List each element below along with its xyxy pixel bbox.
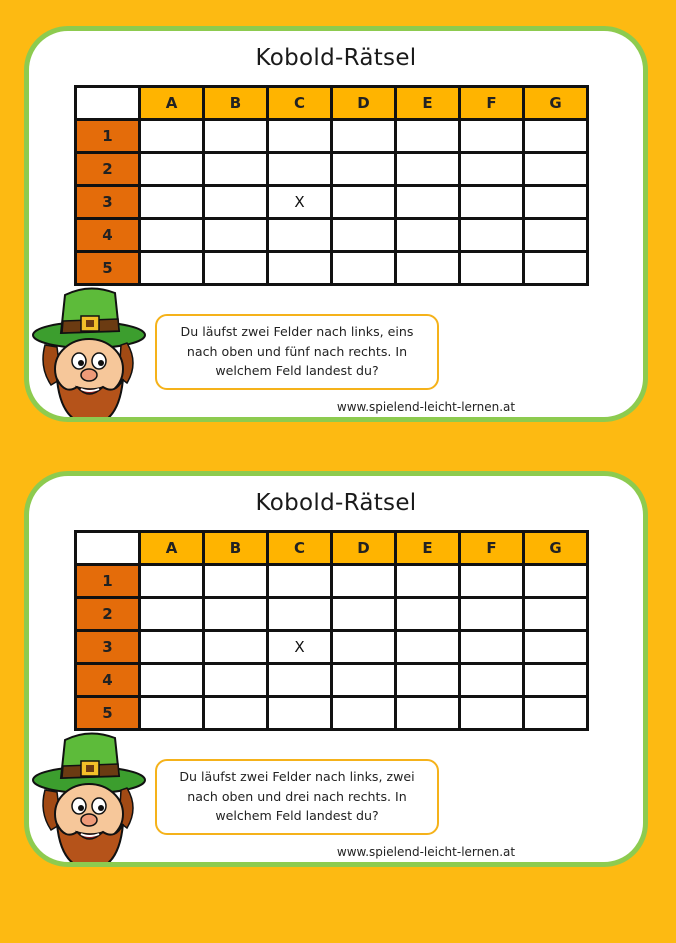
grid-cell bbox=[140, 252, 204, 285]
grid-cell bbox=[396, 598, 460, 631]
grid-cell bbox=[524, 631, 588, 664]
column-header-e: E bbox=[396, 532, 460, 565]
grid-cell bbox=[332, 120, 396, 153]
grid-cell bbox=[396, 186, 460, 219]
grid-cell bbox=[332, 598, 396, 631]
column-header-g: G bbox=[524, 87, 588, 120]
grid-cell bbox=[460, 697, 524, 730]
riddle-line: welchem Feld landest du? bbox=[215, 363, 379, 378]
grid-cell bbox=[460, 664, 524, 697]
grid-cell bbox=[140, 697, 204, 730]
riddle-line: Du läufst zwei Felder nach links, eins bbox=[180, 324, 414, 339]
grid-cell bbox=[332, 565, 396, 598]
grid-corner bbox=[76, 87, 140, 120]
column-header-d: D bbox=[332, 532, 396, 565]
grid-cell bbox=[140, 631, 204, 664]
row-header-5: 5 bbox=[76, 697, 140, 730]
column-header-c: C bbox=[268, 87, 332, 120]
grid-cell bbox=[460, 219, 524, 252]
row-header-5: 5 bbox=[76, 252, 140, 285]
row-header-2: 2 bbox=[76, 598, 140, 631]
puzzle-card-2 bbox=[24, 471, 648, 867]
grid-cell bbox=[524, 219, 588, 252]
column-header-f: F bbox=[460, 87, 524, 120]
row-header-4: 4 bbox=[76, 219, 140, 252]
grid-cell bbox=[204, 219, 268, 252]
row-header-4: 4 bbox=[76, 664, 140, 697]
grid-cell bbox=[460, 186, 524, 219]
website-link[interactable]: www.spielend-leicht-lernen.at bbox=[336, 400, 516, 414]
grid-cell bbox=[332, 219, 396, 252]
grid-cell bbox=[140, 664, 204, 697]
grid-cell bbox=[268, 219, 332, 252]
column-header-g: G bbox=[524, 532, 588, 565]
grid-cell bbox=[140, 153, 204, 186]
grid-cell bbox=[460, 252, 524, 285]
puzzle-grid bbox=[74, 85, 589, 286]
column-header-b: B bbox=[204, 532, 268, 565]
column-header-f: F bbox=[460, 532, 524, 565]
riddle-line: nach oben und drei nach rechts. In bbox=[187, 788, 407, 804]
grid-cell bbox=[332, 153, 396, 186]
grid-cell bbox=[524, 186, 588, 219]
riddle-line: welchem Feld landest du? bbox=[215, 808, 379, 823]
grid-cell bbox=[332, 252, 396, 285]
grid-cell bbox=[396, 697, 460, 730]
grid-cell bbox=[204, 664, 268, 697]
grid-cell bbox=[204, 120, 268, 153]
column-header-d: D bbox=[332, 87, 396, 120]
grid-cell bbox=[524, 697, 588, 730]
grid-cell bbox=[396, 120, 460, 153]
grid-cell bbox=[396, 252, 460, 285]
grid-cell bbox=[268, 565, 332, 598]
grid-cell bbox=[140, 120, 204, 153]
row-header-3: 3 bbox=[76, 186, 140, 219]
grid-cell bbox=[524, 252, 588, 285]
grid-cell bbox=[204, 631, 268, 664]
grid-cell bbox=[204, 565, 268, 598]
row-header-1: 1 bbox=[76, 565, 140, 598]
card-title: Kobold-Rätsel bbox=[255, 490, 417, 516]
grid-cell bbox=[460, 598, 524, 631]
start-mark-cell: X bbox=[268, 186, 332, 219]
riddle-text-box bbox=[155, 314, 439, 390]
riddle-line: Du läufst zwei Felder nach links, zwei bbox=[179, 769, 415, 784]
grid-cell bbox=[460, 153, 524, 186]
grid-cell bbox=[268, 120, 332, 153]
grid-corner bbox=[76, 532, 140, 565]
grid-cell bbox=[524, 565, 588, 598]
row-header-3: 3 bbox=[76, 631, 140, 664]
website-link[interactable]: www.spielend-leicht-lernen.at bbox=[336, 845, 516, 859]
grid-cell bbox=[460, 631, 524, 664]
grid-cell bbox=[396, 219, 460, 252]
grid-cell bbox=[460, 565, 524, 598]
riddle-line: nach oben und fünf nach rechts. In bbox=[186, 343, 408, 359]
grid-cell bbox=[204, 598, 268, 631]
grid-cell bbox=[140, 219, 204, 252]
grid-cell bbox=[268, 598, 332, 631]
grid-cell bbox=[524, 598, 588, 631]
grid-cell bbox=[332, 631, 396, 664]
grid-cell bbox=[140, 565, 204, 598]
start-mark-cell: X bbox=[268, 631, 332, 664]
grid-cell bbox=[524, 664, 588, 697]
grid-cell bbox=[332, 186, 396, 219]
column-header-a: A bbox=[140, 532, 204, 565]
puzzle-grid bbox=[74, 530, 589, 731]
grid-cell bbox=[524, 120, 588, 153]
grid-cell bbox=[204, 153, 268, 186]
grid-cell bbox=[204, 697, 268, 730]
grid-cell bbox=[332, 697, 396, 730]
column-header-e: E bbox=[396, 87, 460, 120]
grid-cell bbox=[140, 598, 204, 631]
grid-cell bbox=[140, 186, 204, 219]
card-title: Kobold-Rätsel bbox=[255, 45, 417, 71]
row-header-2: 2 bbox=[76, 153, 140, 186]
grid-cell bbox=[524, 153, 588, 186]
grid-cell bbox=[332, 664, 396, 697]
grid-cell bbox=[268, 153, 332, 186]
row-header-1: 1 bbox=[76, 120, 140, 153]
grid-cell bbox=[396, 664, 460, 697]
grid-cell bbox=[396, 565, 460, 598]
grid-cell bbox=[268, 664, 332, 697]
grid-cell bbox=[396, 153, 460, 186]
grid-cell bbox=[396, 631, 460, 664]
grid-cell bbox=[268, 252, 332, 285]
grid-cell bbox=[204, 252, 268, 285]
grid-cell bbox=[268, 697, 332, 730]
column-header-a: A bbox=[140, 87, 204, 120]
grid-cell bbox=[460, 120, 524, 153]
column-header-b: B bbox=[204, 87, 268, 120]
grid-cell bbox=[204, 186, 268, 219]
riddle-text-box bbox=[155, 759, 439, 835]
puzzle-card-1 bbox=[24, 26, 648, 422]
column-header-c: C bbox=[268, 532, 332, 565]
